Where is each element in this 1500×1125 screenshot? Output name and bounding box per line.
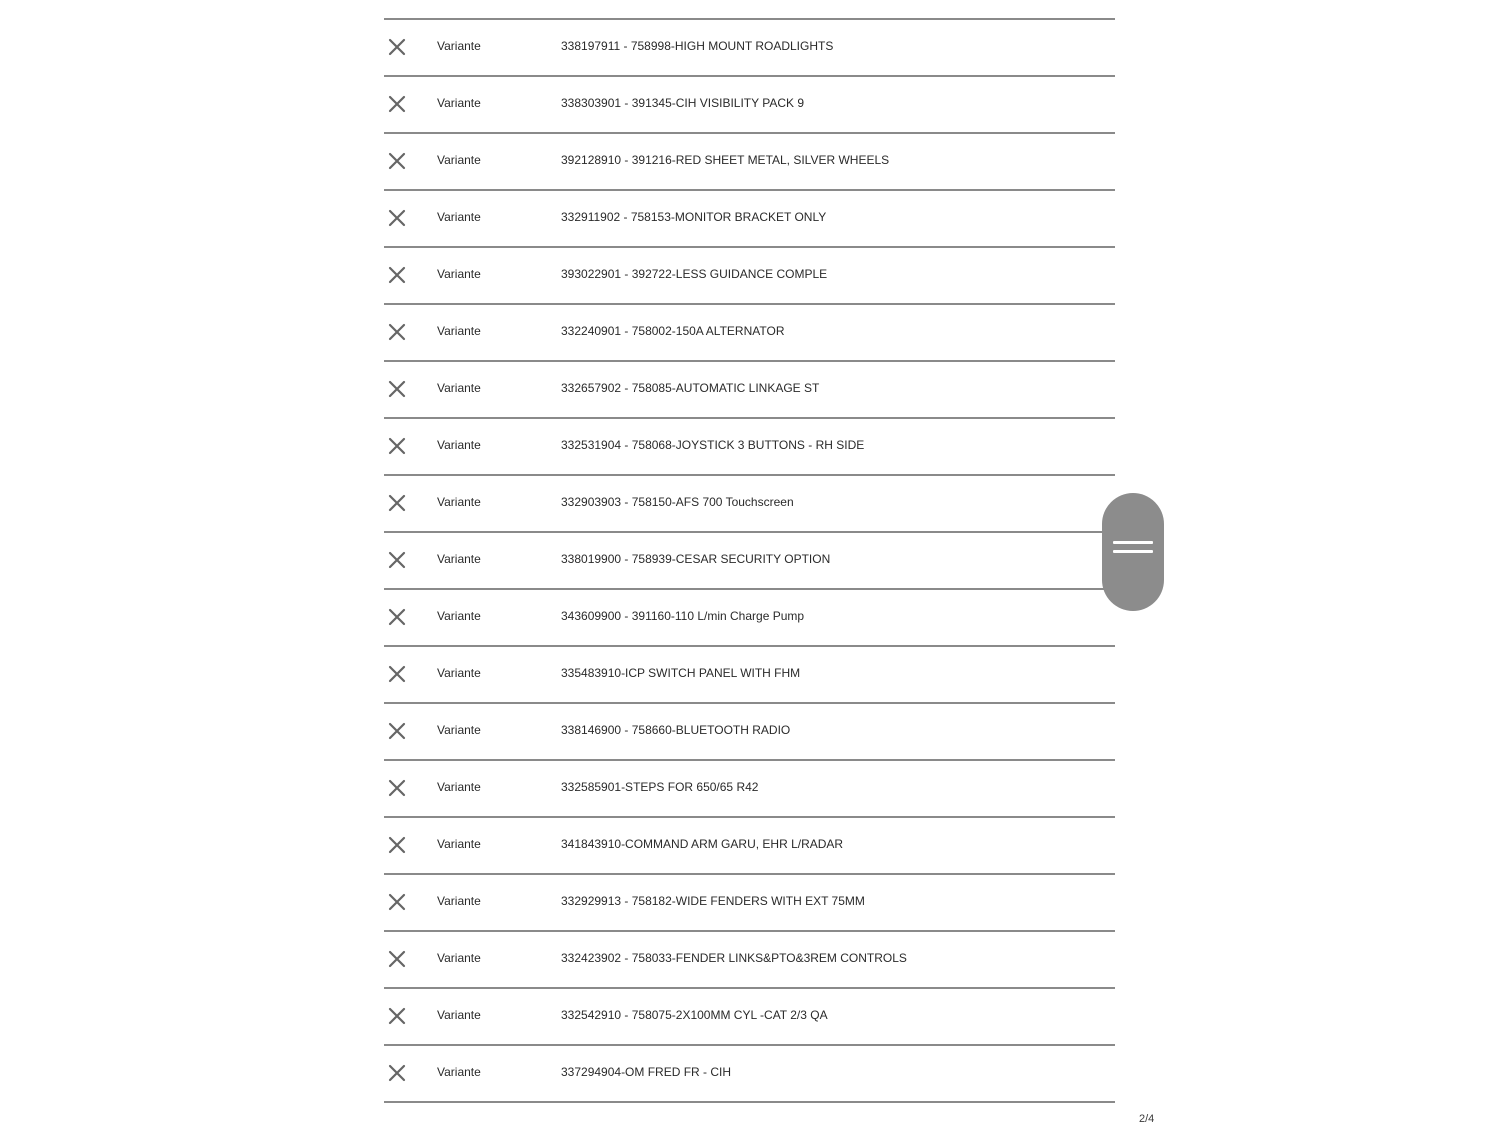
item-type-label: Variante — [437, 153, 481, 167]
remove-button[interactable] — [388, 665, 406, 683]
item-description: 341843910-COMMAND ARM GARU, EHR L/RADAR — [561, 837, 844, 851]
close-icon — [388, 152, 406, 170]
item-type-label: Variante — [437, 324, 481, 338]
item-description: 332585901-STEPS FOR 650/65 R42 — [561, 780, 759, 794]
remove-button[interactable] — [388, 494, 406, 512]
list-item — [384, 191, 1115, 248]
item-description: 393022901 - 392722-LESS GUIDANCE COMPLE — [561, 267, 828, 281]
options-list — [384, 18, 1115, 1103]
close-icon — [388, 1007, 406, 1025]
item-type-label: Variante — [437, 96, 481, 110]
drag-handle-icon — [1113, 541, 1153, 544]
item-type-label: Variante — [437, 381, 481, 395]
close-icon — [388, 323, 406, 341]
close-icon — [388, 950, 406, 968]
close-icon — [388, 95, 406, 113]
item-description: 338303901 - 391345-CIH VISIBILITY PACK 9 — [561, 96, 805, 110]
item-description: 392128910 - 391216-RED SHEET METAL, SILVER WHEELS — [561, 153, 890, 167]
list-item — [384, 248, 1115, 305]
list-item — [384, 818, 1115, 875]
drag-handle-icon — [1113, 550, 1153, 553]
list-item — [384, 761, 1115, 818]
list-item — [384, 1046, 1115, 1103]
remove-button[interactable] — [388, 323, 406, 341]
item-type-label: Variante — [437, 438, 481, 452]
remove-button[interactable] — [388, 380, 406, 398]
remove-button[interactable] — [388, 836, 406, 854]
list-item — [384, 704, 1115, 761]
item-description: 338019900 - 758939-CESAR SECURITY OPTION — [561, 552, 831, 566]
item-type-label: Variante — [437, 1008, 481, 1022]
remove-button[interactable] — [388, 1064, 406, 1082]
remove-button[interactable] — [388, 1007, 406, 1025]
remove-button[interactable] — [388, 152, 406, 170]
item-description: 335483910-ICP SWITCH PANEL WITH FHM — [561, 666, 801, 680]
item-type-label: Variante — [437, 666, 481, 680]
item-description: 332423902 - 758033-FENDER LINKS&PTO&3REM CONTROLS — [561, 951, 907, 965]
item-description: 332531904 - 758068-JOYSTICK 3 BUTTONS - RH SIDE — [561, 438, 865, 452]
item-type-label: Variante — [437, 210, 481, 224]
remove-button[interactable] — [388, 893, 406, 911]
list-item — [384, 362, 1115, 419]
item-type-label: Variante — [437, 837, 481, 851]
item-type-label: Variante — [437, 894, 481, 908]
close-icon — [388, 665, 406, 683]
scroll-handle[interactable] — [1102, 493, 1164, 611]
list-item — [384, 647, 1115, 704]
close-icon — [388, 266, 406, 284]
item-type-label: Variante — [437, 495, 481, 509]
item-description: 338197911 - 758998-HIGH MOUNT ROADLIGHTS — [561, 39, 834, 53]
remove-button[interactable] — [388, 551, 406, 569]
item-type-label: Variante — [437, 552, 481, 566]
list-item — [384, 77, 1115, 134]
item-description: 332240901 - 758002-150A ALTERNATOR — [561, 324, 785, 338]
list-item — [384, 476, 1115, 533]
remove-button[interactable] — [388, 437, 406, 455]
item-type-label: Variante — [437, 39, 481, 53]
remove-button[interactable] — [388, 209, 406, 227]
remove-button[interactable] — [388, 608, 406, 626]
item-type-label: Variante — [437, 780, 481, 794]
close-icon — [388, 209, 406, 227]
item-description: 332657902 - 758085-AUTOMATIC LINKAGE ST — [561, 381, 820, 395]
item-type-label: Variante — [437, 1065, 481, 1079]
remove-button[interactable] — [388, 266, 406, 284]
item-description: 337294904-OM FRED FR - CIH — [561, 1065, 732, 1079]
item-description: 338146900 - 758660-BLUETOOTH RADIO — [561, 723, 791, 737]
close-icon — [388, 380, 406, 398]
close-icon — [388, 608, 406, 626]
remove-button[interactable] — [388, 95, 406, 113]
remove-button[interactable] — [388, 779, 406, 797]
item-type-label: Variante — [437, 951, 481, 965]
page-indicator: 2/4 — [1139, 1113, 1155, 1125]
item-type-label: Variante — [437, 609, 481, 623]
close-icon — [388, 437, 406, 455]
list-item — [384, 989, 1115, 1046]
remove-button[interactable] — [388, 950, 406, 968]
close-icon — [388, 779, 406, 797]
close-icon — [388, 494, 406, 512]
close-icon — [388, 1064, 406, 1082]
close-icon — [388, 836, 406, 854]
remove-button[interactable] — [388, 722, 406, 740]
close-icon — [388, 551, 406, 569]
item-description: 332929913 - 758182-WIDE FENDERS WITH EXT 75MM — [561, 894, 865, 908]
close-icon — [388, 893, 406, 911]
list-item — [384, 590, 1115, 647]
list-item — [384, 305, 1115, 362]
item-type-label: Variante — [437, 267, 481, 281]
list-item — [384, 20, 1115, 77]
list-item — [384, 533, 1115, 590]
item-description: 332911902 - 758153-MONITOR BRACKET ONLY — [561, 210, 827, 224]
list-item — [384, 932, 1115, 989]
list-item — [384, 134, 1115, 191]
list-item — [384, 419, 1115, 476]
close-icon — [388, 38, 406, 56]
close-icon — [388, 722, 406, 740]
item-type-label: Variante — [437, 723, 481, 737]
item-description: 332903903 - 758150-AFS 700 Touchscreen — [561, 495, 794, 509]
item-description: 332542910 - 758075-2X100MM CYL -CAT 2/3 QA — [561, 1008, 828, 1022]
list-item — [384, 875, 1115, 932]
remove-button[interactable] — [388, 38, 406, 56]
item-description: 343609900 - 391160-110 L/min Charge Pump — [561, 609, 805, 623]
